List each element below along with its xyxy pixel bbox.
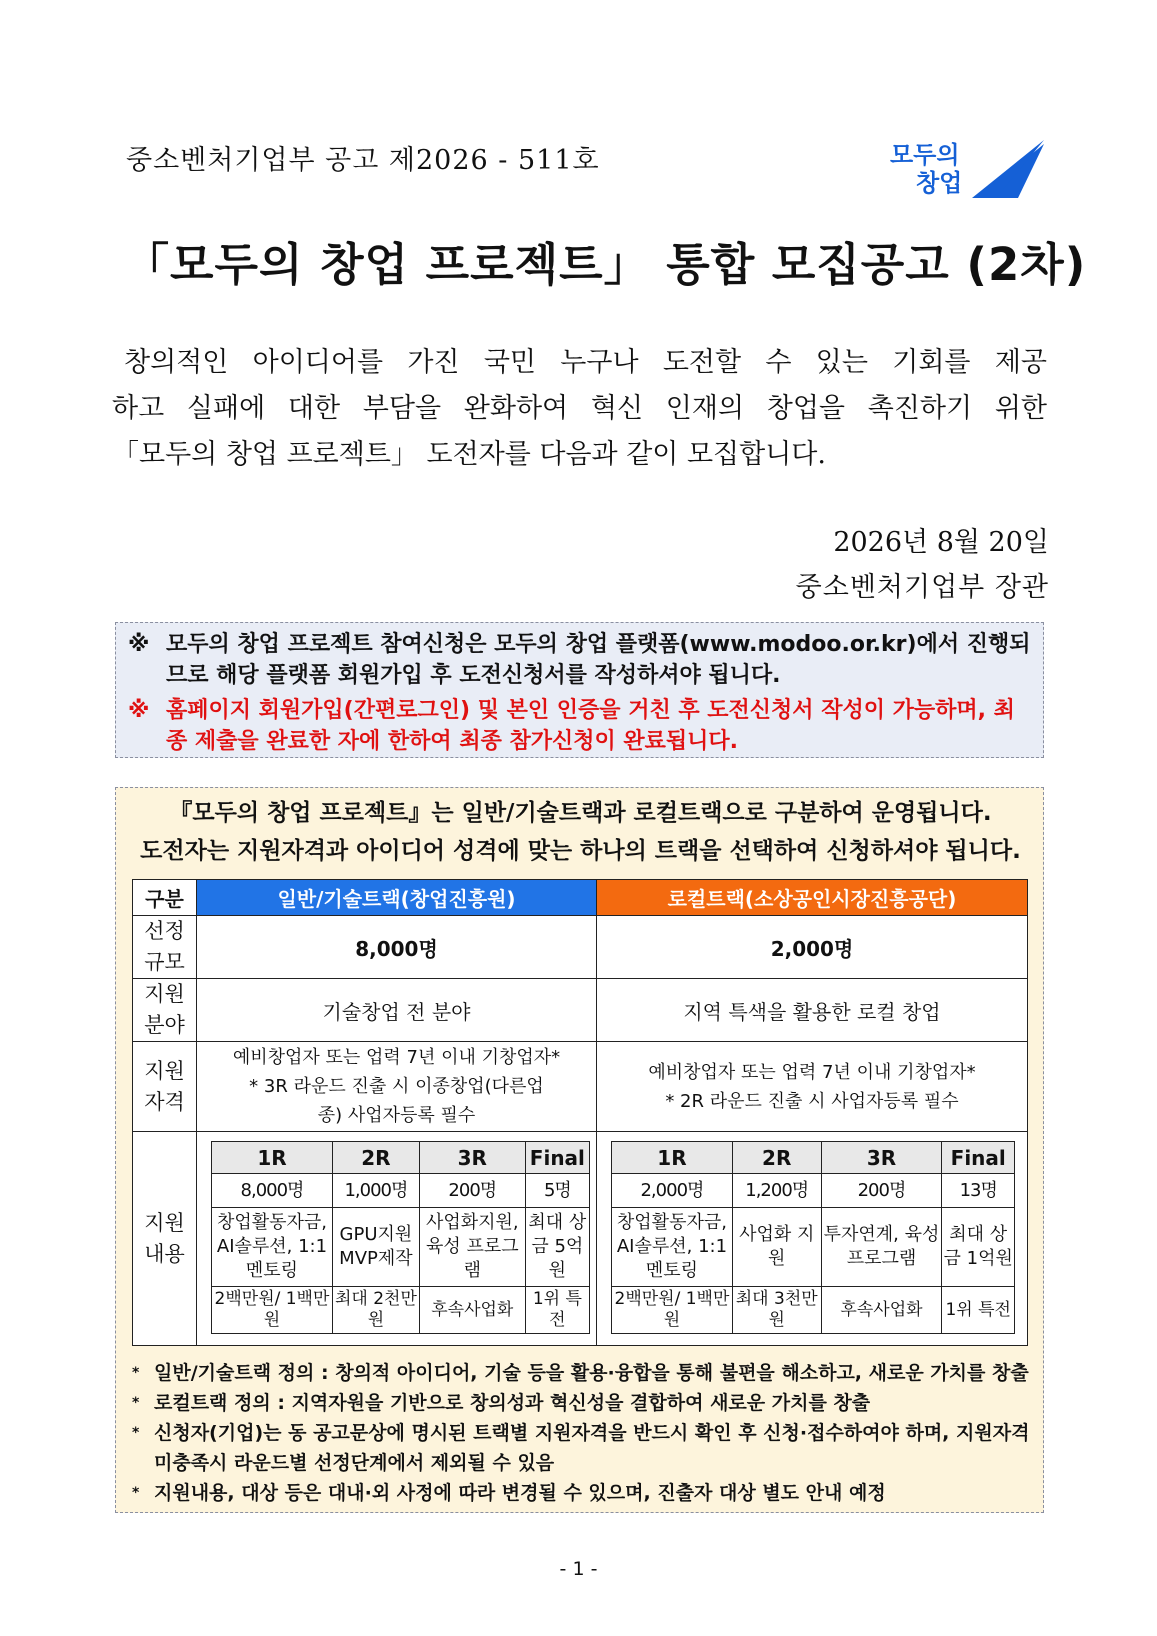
local-qualification xyxy=(597,1042,1028,1132)
notice-item xyxy=(128,629,1033,691)
general-rounds-table xyxy=(211,1141,590,1334)
round-count: 13명 xyxy=(942,1174,1015,1208)
footnote-item xyxy=(130,1418,1035,1478)
round-header: 1R xyxy=(212,1142,333,1174)
round-content: 최대 상금 5억원 xyxy=(525,1208,589,1287)
round-header: 3R xyxy=(419,1142,525,1174)
round-content: GPU지원 MVP제작 xyxy=(332,1208,419,1287)
local-field: 지역 특색을 활용한 로컬 창업 xyxy=(597,979,1028,1042)
column-header-local-track: 로컬트랙(소상공인시장진흥공단) xyxy=(597,880,1028,916)
column-header-general-track: 일반/기술트랙(창업진흥원) xyxy=(197,880,597,916)
round-header: 1R xyxy=(612,1142,733,1174)
row-label-qualification: 지원 자격 xyxy=(133,1042,197,1132)
general-qualification xyxy=(197,1042,597,1132)
qualification-main: 예비창업자 또는 업력 7년 이내 기창업자* xyxy=(232,1047,561,1068)
round-amount: 후속사업화 xyxy=(821,1287,942,1334)
announcement-date: 2026년 8월 20일 xyxy=(833,527,1049,558)
round-amount: 1위 특전 xyxy=(525,1287,589,1334)
modoo-logo xyxy=(880,140,1040,204)
logo-triangle-icon xyxy=(966,140,1046,198)
round-amount: 1위 특전 xyxy=(942,1287,1015,1334)
footnote-item xyxy=(130,1388,1035,1418)
round-header: 3R xyxy=(821,1142,942,1174)
footnote-text: 일반/기술트랙 정의 : 창의적 아이디어, 기술 등을 활용·융합을 통해 불편을 해소하고, 새로운 가치를 창출 xyxy=(154,1362,1029,1384)
local-support-content xyxy=(597,1132,1028,1346)
round-header: 2R xyxy=(732,1142,821,1174)
round-amount: 후속사업화 xyxy=(419,1287,525,1334)
local-rounds-table xyxy=(611,1141,1015,1334)
page-title: 「모두의 창업 프로젝트」 통합 모집공고 (2차) xyxy=(124,238,1087,291)
track-intro-line: 『모두의 창업 프로젝트』는 일반/기술트랙과 로컬트랙으로 구분하여 운영됩니다. xyxy=(169,800,992,826)
round-count: 1,200명 xyxy=(732,1174,821,1208)
general-scale: 8,000명 xyxy=(197,916,597,979)
notice-text: 홈페이지 회원가입(간편로그인) 및 본인 인증을 거친 후 도전신청서 작성이 가능하며, 최종 제출을 완료한 자에 한하여 최종 참가신청이 완료됩니다. xyxy=(166,698,1015,754)
round-count: 8,000명 xyxy=(212,1174,333,1208)
notice-number: 중소벤처기업부 공고 제2026 - 511호 xyxy=(126,145,600,176)
page-number: - 1 - xyxy=(559,1558,598,1580)
column-header-category: 구분 xyxy=(133,880,197,916)
round-header: 2R xyxy=(332,1142,419,1174)
qualification-note: * 3R 라운드 진출 시 이종창업(다른업종) 사업자등록 필수 xyxy=(249,1076,544,1126)
footnote-star: * xyxy=(132,1485,140,1501)
row-label-scale: 선정 규모 xyxy=(133,916,197,979)
qualification-main: 예비창업자 또는 업력 7년 이내 기창업자* xyxy=(648,1061,976,1083)
notice-box xyxy=(115,622,1044,758)
round-count: 1,000명 xyxy=(332,1174,419,1208)
logo-text-line1: 모두의 xyxy=(890,141,960,169)
reference-mark: ※ xyxy=(128,698,150,723)
round-count: 200명 xyxy=(419,1174,525,1208)
intro-line: 창의적인 아이디어를 가진 국민 누구나 도전할 수 있는 기회를 제공 xyxy=(124,347,1047,378)
round-content: 사업화지원, 육성 프로그램 xyxy=(419,1208,525,1287)
footnote-text: 신청자(기업)는 동 공고문상에 명시된 트랙별 지원자격을 반드시 확인 후 신청·접수하여야 하며, 지원자격 미충족시 라운드별 선정단계에서 제외될 수 있음 xyxy=(154,1422,1030,1474)
round-header: Final xyxy=(525,1142,589,1174)
round-amount: 최대 3천만원 xyxy=(732,1287,821,1334)
footnote-text: 지원내용, 대상 등은 대내·외 사정에 따라 변경될 수 있으며, 진출자 대상 별도 안내 예정 xyxy=(154,1482,886,1504)
intro-line: 「모두의 창업 프로젝트」 도전자를 다음과 같이 모집합니다. xyxy=(112,439,826,470)
notice-text: 모두의 창업 프로젝트 참여신청은 모두의 창업 플랫폼(www.modoo.or.kr)에서 진행되므로 해당 플랫폼 회원가입 후 도전신청서를 작성하셔야 됩니다. xyxy=(166,632,1031,688)
track-info-box xyxy=(115,787,1044,1513)
footnote-star: * xyxy=(132,1425,140,1441)
notice-item-warning xyxy=(128,695,1033,757)
footnote-text: 로컬트랙 정의 : 지역자원을 기반으로 창의성과 혁신성을 결합하여 새로운 가치를 창출 xyxy=(154,1392,871,1414)
qualification-note: * 2R 라운드 진출 시 사업자등록 필수 xyxy=(665,1090,959,1112)
round-content: 사업화 지원 xyxy=(732,1208,821,1287)
round-content: 최대 상금 1억원 xyxy=(942,1208,1015,1287)
general-support-content xyxy=(197,1132,597,1346)
reference-mark: ※ xyxy=(128,632,150,657)
footnote-item xyxy=(130,1478,1035,1508)
track-intro-line: 도전자는 지원자격과 아이디어 성격에 맞는 하나의 트랙을 선택하여 신청하셔야 됩니다. xyxy=(140,838,1021,864)
round-header: Final xyxy=(942,1142,1015,1174)
logo-text-line2: 창업 xyxy=(916,169,963,197)
round-content: 창업활동자금, AI솔루션, 1:1멘토링 xyxy=(612,1208,733,1287)
footnotes xyxy=(130,1358,1035,1508)
round-count: 200명 xyxy=(821,1174,942,1208)
round-amount: 2백만원/ 1백만원 xyxy=(612,1287,733,1334)
round-content: 창업활동자금, AI솔루션, 1:1멘토링 xyxy=(212,1208,333,1287)
round-count: 2,000명 xyxy=(612,1174,733,1208)
track-comparison-table xyxy=(132,879,1028,1346)
row-label-field: 지원 분야 xyxy=(133,979,197,1042)
round-content: 투자연계, 육성 프로그램 xyxy=(821,1208,942,1287)
footnote-item xyxy=(130,1358,1035,1388)
minister-signature: 중소벤처기업부 장관 xyxy=(795,572,1049,603)
round-amount: 최대 2천만원 xyxy=(332,1287,419,1334)
round-count: 5명 xyxy=(525,1174,589,1208)
footnote-star: * xyxy=(132,1365,140,1381)
intro-paragraph xyxy=(112,340,1047,478)
row-label-support-content: 지원 내용 xyxy=(133,1132,197,1346)
general-field: 기술창업 전 분야 xyxy=(197,979,597,1042)
local-scale: 2,000명 xyxy=(597,916,1028,979)
intro-line: 하고 실패에 대한 부담을 완화하여 혁신 인재의 창업을 촉진하기 위한 xyxy=(112,393,1047,424)
round-amount: 2백만원/ 1백만원 xyxy=(212,1287,333,1334)
footnote-star: * xyxy=(132,1395,140,1411)
